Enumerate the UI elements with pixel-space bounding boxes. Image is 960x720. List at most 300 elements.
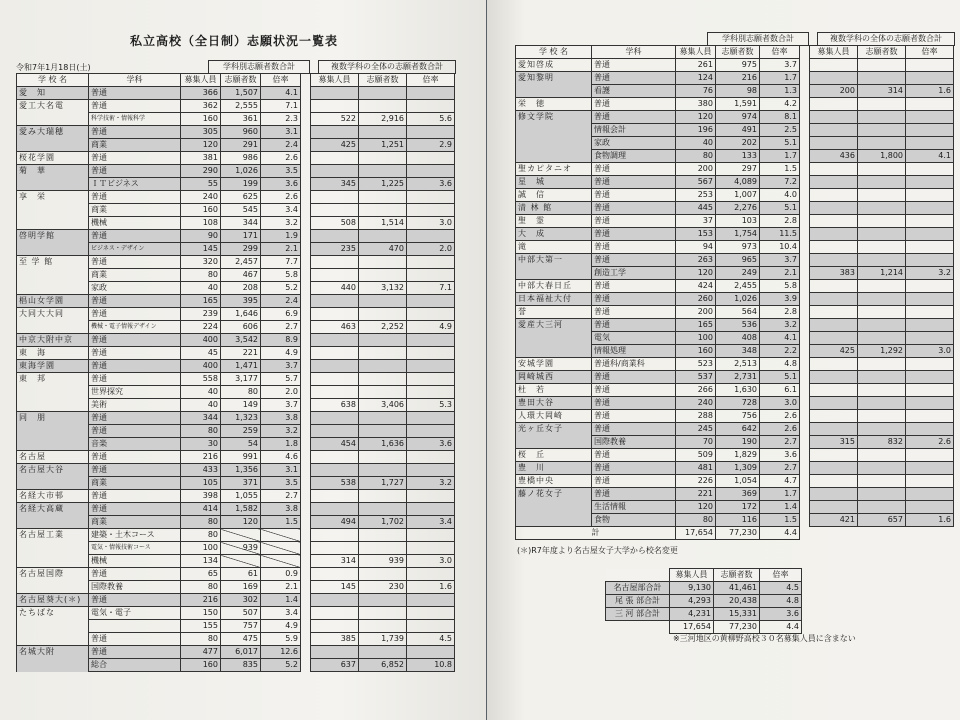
course-cell: 美術 xyxy=(89,399,181,412)
combined-capacity-cell xyxy=(311,165,359,178)
capacity-cell: 558 xyxy=(181,373,221,386)
school-cell: 愛 知 xyxy=(17,87,89,100)
combined-applicants-cell xyxy=(858,176,906,189)
gap-cell xyxy=(800,267,810,280)
combined-applicants-cell xyxy=(858,254,906,267)
gap-cell xyxy=(800,98,810,111)
gap-cell xyxy=(800,280,810,293)
combined-capacity-cell xyxy=(810,189,858,202)
applicants-cell: 2,555 xyxy=(221,100,261,113)
header-ratio: 倍率 xyxy=(261,74,301,87)
capacity-cell: 124 xyxy=(676,72,716,85)
school-cell xyxy=(516,137,592,150)
left-applications-table xyxy=(16,73,455,672)
applicants-cell: 4,089 xyxy=(716,176,760,189)
combined-ratio-cell xyxy=(407,269,455,282)
combined-applicants-cell xyxy=(858,449,906,462)
combined-capacity-cell xyxy=(311,412,359,425)
combined-capacity-cell: 637 xyxy=(311,659,359,672)
combined-capacity-cell xyxy=(311,269,359,282)
course-cell: 機械 xyxy=(89,555,181,568)
gap-cell xyxy=(301,74,311,87)
gap-cell xyxy=(800,423,810,436)
header-course: 学科 xyxy=(592,46,676,59)
combined-applicants-cell xyxy=(359,295,407,308)
gap-cell xyxy=(800,163,810,176)
capacity-cell: 160 xyxy=(181,113,221,126)
combined-ratio-cell xyxy=(906,358,954,371)
applicants-cell: 2,455 xyxy=(716,280,760,293)
table-row xyxy=(17,334,455,347)
school-cell: 誉 xyxy=(516,306,592,319)
course-cell: 普通 xyxy=(592,488,676,501)
combined-capacity-cell xyxy=(311,308,359,321)
summary-capacity-cell: 9,130 xyxy=(670,582,714,595)
gap-cell xyxy=(301,295,311,308)
school-cell: 名古屋葵大(＊) xyxy=(17,594,89,607)
table-row xyxy=(17,425,455,438)
table-row xyxy=(17,529,455,542)
course-cell: 普通 xyxy=(89,165,181,178)
school-cell xyxy=(17,243,89,256)
course-cell: 普通 xyxy=(592,254,676,267)
applicants-cell: 302 xyxy=(221,594,261,607)
combined-applicants-cell xyxy=(359,191,407,204)
capacity-cell: 477 xyxy=(181,646,221,659)
combined-capacity-cell xyxy=(311,451,359,464)
ratio-cell: 8.9 xyxy=(261,334,301,347)
applicants-cell: 202 xyxy=(716,137,760,150)
ratio-cell: 2.6 xyxy=(261,191,301,204)
table-row xyxy=(17,204,455,217)
gap-cell xyxy=(800,410,810,423)
ratio-cell: 2.2 xyxy=(760,345,800,358)
school-cell xyxy=(17,217,89,230)
capacity-cell: 523 xyxy=(676,358,716,371)
combined-ratio-cell xyxy=(407,490,455,503)
header-capacity: 募集人員 xyxy=(181,74,221,87)
school-cell: 安城学園 xyxy=(516,358,592,371)
combined-capacity-cell: 638 xyxy=(311,399,359,412)
table-row xyxy=(17,165,455,178)
capacity-cell: 40 xyxy=(181,282,221,295)
course-cell: 普通 xyxy=(89,334,181,347)
ratio-cell: 2.6 xyxy=(261,152,301,165)
applicants-cell: 169 xyxy=(221,581,261,594)
course-cell: ＩＴビジネス xyxy=(89,178,181,191)
ratio-cell: 7.7 xyxy=(261,256,301,269)
table-row xyxy=(17,438,455,451)
course-cell: 商業 xyxy=(89,516,181,529)
combined-ratio-cell xyxy=(407,620,455,633)
applicants-cell: 120 xyxy=(221,516,261,529)
combined-capacity-cell: 440 xyxy=(311,282,359,295)
combined-applicants-cell xyxy=(858,124,906,137)
capacity-cell: 245 xyxy=(676,423,716,436)
table-row xyxy=(516,85,954,98)
applicants-cell: 291 xyxy=(221,139,261,152)
combined-applicants-cell xyxy=(359,451,407,464)
combined-ratio-cell xyxy=(407,542,455,555)
table-row xyxy=(516,228,954,241)
combined-ratio-cell xyxy=(906,59,954,72)
combined-ratio-cell xyxy=(906,293,954,306)
header-combined-applicants: 志願者数 xyxy=(359,74,407,87)
combined-capacity-cell xyxy=(311,373,359,386)
combined-ratio-cell xyxy=(407,594,455,607)
group-header-combined-totals-right: 複数学科の全体の志願者数合計 xyxy=(817,32,955,46)
ratio-cell: 6.1 xyxy=(760,384,800,397)
combined-ratio-cell: 1.6 xyxy=(407,581,455,594)
gap-cell xyxy=(301,152,311,165)
school-cell xyxy=(516,501,592,514)
table-row xyxy=(516,163,954,176)
course-cell: 情報会計 xyxy=(592,124,676,137)
combined-capacity-cell xyxy=(810,124,858,137)
school-cell: 中京大附中京 xyxy=(17,334,89,347)
ratio-cell: 3.4 xyxy=(261,204,301,217)
applicants-cell: 259 xyxy=(221,425,261,438)
gap-cell xyxy=(301,308,311,321)
table-row xyxy=(17,503,455,516)
school-cell: 啓明学館 xyxy=(17,230,89,243)
capacity-cell: 80 xyxy=(676,514,716,527)
combined-capacity-cell: 421 xyxy=(810,514,858,527)
ratio-cell: 2.1 xyxy=(261,243,301,256)
table-row xyxy=(516,59,954,72)
capacity-cell: 414 xyxy=(181,503,221,516)
ratio-cell: 4.0 xyxy=(760,189,800,202)
combined-capacity-cell xyxy=(810,332,858,345)
course-cell: 普通科/商業科 xyxy=(592,358,676,371)
combined-capacity-cell: 385 xyxy=(311,633,359,646)
combined-ratio-cell xyxy=(407,256,455,269)
school-cell: 修文学院 xyxy=(516,111,592,124)
combined-capacity-cell xyxy=(311,425,359,438)
applicants-cell: 149 xyxy=(221,399,261,412)
table-row xyxy=(17,178,455,191)
course-cell: 普通 xyxy=(592,410,676,423)
summary-label-cell: 名古屋部合計 xyxy=(606,582,670,595)
course-cell: 音楽 xyxy=(89,438,181,451)
course-cell: 情報処理 xyxy=(592,345,676,358)
capacity-cell: 40 xyxy=(181,386,221,399)
capacity-cell: 288 xyxy=(676,410,716,423)
ratio-cell: 1.5 xyxy=(760,163,800,176)
combined-ratio-cell xyxy=(407,412,455,425)
course-cell: 創造工学 xyxy=(592,267,676,280)
table-row xyxy=(516,371,954,384)
combined-ratio-cell: 1.6 xyxy=(906,514,954,527)
gap-cell xyxy=(301,529,311,542)
ratio-cell: 1.4 xyxy=(261,594,301,607)
school-cell: たちばな xyxy=(17,607,89,620)
combined-capacity-cell xyxy=(810,371,858,384)
ratio-cell: 3.9 xyxy=(760,293,800,306)
combined-applicants-cell: 2,916 xyxy=(359,113,407,126)
table-row xyxy=(17,386,455,399)
ratio-cell: 7.2 xyxy=(760,176,800,189)
gap-cell xyxy=(301,633,311,646)
course-cell: 普通 xyxy=(592,397,676,410)
combined-capacity-cell xyxy=(810,254,858,267)
table-row xyxy=(17,451,455,464)
gap-cell xyxy=(800,215,810,228)
combined-ratio-cell xyxy=(407,360,455,373)
applicants-cell: 965 xyxy=(716,254,760,267)
course-cell: 普通 xyxy=(592,215,676,228)
applicants-cell: 1,055 xyxy=(221,490,261,503)
ratio-cell: 2.7 xyxy=(261,321,301,334)
combined-ratio-cell: 3.2 xyxy=(906,267,954,280)
ratio-cell: 4.1 xyxy=(760,332,800,345)
ratio-cell: 5.2 xyxy=(261,659,301,672)
applicants-cell: 221 xyxy=(221,347,261,360)
course-cell xyxy=(89,620,181,633)
ratio-cell: 3.5 xyxy=(261,165,301,178)
ratio-cell: 3.2 xyxy=(261,217,301,230)
combined-ratio-cell: 3.2 xyxy=(407,477,455,490)
applicants-cell: 172 xyxy=(716,501,760,514)
ratio-cell: 3.1 xyxy=(261,126,301,139)
applicants-cell: 757 xyxy=(221,620,261,633)
table-row xyxy=(17,87,455,100)
ratio-cell: 5.8 xyxy=(261,269,301,282)
combined-applicants-cell: 3,406 xyxy=(359,399,407,412)
school-cell xyxy=(17,386,89,399)
capacity-cell: 165 xyxy=(181,295,221,308)
course-cell: 普通 xyxy=(592,111,676,124)
course-cell: 家政 xyxy=(592,137,676,150)
combined-ratio-cell xyxy=(906,111,954,124)
combined-ratio-cell xyxy=(407,503,455,516)
combined-capacity-cell xyxy=(311,191,359,204)
course-cell: 普通 xyxy=(89,100,181,113)
combined-applicants-cell xyxy=(359,373,407,386)
applicants-cell: 299 xyxy=(221,243,261,256)
combined-capacity-cell: 235 xyxy=(311,243,359,256)
course-cell: 普通 xyxy=(592,163,676,176)
combined-capacity-cell xyxy=(810,228,858,241)
capacity-cell: 80 xyxy=(181,425,221,438)
course-cell: 普通 xyxy=(89,568,181,581)
header-applicants: 志願者数 xyxy=(221,74,261,87)
applicants-cell: 756 xyxy=(716,410,760,423)
school-cell: 豊橋中央 xyxy=(516,475,592,488)
capacity-cell: 305 xyxy=(181,126,221,139)
combined-ratio-cell xyxy=(407,568,455,581)
table-row xyxy=(17,490,455,503)
combined-capacity-cell xyxy=(810,280,858,293)
summary-row xyxy=(606,595,802,608)
school-cell: 藤ノ花女子 xyxy=(516,488,592,501)
applicants-cell: 507 xyxy=(221,607,261,620)
header-school: 学 校 名 xyxy=(516,46,592,59)
table-row xyxy=(17,594,455,607)
capacity-cell: 261 xyxy=(676,59,716,72)
course-cell: 電気・電子 xyxy=(89,607,181,620)
combined-ratio-cell: 3.4 xyxy=(407,516,455,529)
school-cell: 滝 xyxy=(516,241,592,254)
combined-ratio-cell xyxy=(906,228,954,241)
combined-capacity-cell xyxy=(810,501,858,514)
combined-applicants-cell xyxy=(858,228,906,241)
combined-ratio-cell xyxy=(906,124,954,137)
gap-cell xyxy=(301,607,311,620)
gap-cell xyxy=(800,111,810,124)
combined-applicants-cell xyxy=(359,165,407,178)
gap-cell xyxy=(800,501,810,514)
ratio-cell: 3.7 xyxy=(261,360,301,373)
gap-cell xyxy=(301,113,311,126)
course-cell: 普通 xyxy=(592,306,676,319)
course-cell: 普通 xyxy=(89,464,181,477)
course-cell: 普通 xyxy=(89,503,181,516)
capacity-cell: 221 xyxy=(676,488,716,501)
ratio-cell: 2.0 xyxy=(261,386,301,399)
course-cell: 普通 xyxy=(89,360,181,373)
combined-capacity-cell xyxy=(311,152,359,165)
course-cell: 普通 xyxy=(89,412,181,425)
combined-applicants-cell xyxy=(359,529,407,542)
date-label: 令和7年1月18日(土) xyxy=(16,63,91,72)
table-row xyxy=(17,321,455,334)
applicants-cell: 960 xyxy=(221,126,261,139)
capacity-cell: 70 xyxy=(676,436,716,449)
school-cell: 愛知黎明 xyxy=(516,72,592,85)
course-cell: 普通 xyxy=(89,373,181,386)
applicants-cell: 991 xyxy=(221,451,261,464)
applicants-cell: 1,630 xyxy=(716,384,760,397)
combined-applicants-cell xyxy=(858,306,906,319)
capacity-cell: 45 xyxy=(181,347,221,360)
course-cell: 普通 xyxy=(592,98,676,111)
combined-applicants-cell: 6,852 xyxy=(359,659,407,672)
ratio-cell: 5.1 xyxy=(760,371,800,384)
table-row xyxy=(516,514,954,527)
school-cell xyxy=(17,178,89,191)
ratio-cell: 3.8 xyxy=(261,503,301,516)
school-cell: 名古屋大谷 xyxy=(17,464,89,477)
applicants-cell: 2,513 xyxy=(716,358,760,371)
course-cell: 科学技術・情報科学 xyxy=(89,113,181,126)
combined-applicants-cell xyxy=(359,334,407,347)
summary-ratio-cell: 4.8 xyxy=(760,595,802,608)
table-row xyxy=(516,345,954,358)
applicants-cell: 98 xyxy=(716,85,760,98)
combined-ratio-cell xyxy=(407,646,455,659)
school-cell xyxy=(17,321,89,334)
header-course: 学科 xyxy=(89,74,181,87)
empty-cell xyxy=(858,527,906,540)
table-row xyxy=(17,633,455,646)
school-cell: 光ヶ丘女子 xyxy=(516,423,592,436)
school-cell xyxy=(17,204,89,217)
capacity-cell: 80 xyxy=(181,581,221,594)
applicants-cell xyxy=(221,529,261,542)
school-cell: 清 林 館 xyxy=(516,202,592,215)
applicants-cell: 361 xyxy=(221,113,261,126)
school-cell xyxy=(17,269,89,282)
combined-ratio-cell xyxy=(906,215,954,228)
capacity-cell: 398 xyxy=(181,490,221,503)
school-cell xyxy=(17,425,89,438)
school-cell: 名経大市邨 xyxy=(17,490,89,503)
combined-applicants-cell xyxy=(858,280,906,293)
table-row xyxy=(17,243,455,256)
applicants-cell: 116 xyxy=(716,514,760,527)
school-cell xyxy=(516,267,592,280)
ratio-cell: 5.9 xyxy=(261,633,301,646)
combined-capacity-cell xyxy=(311,646,359,659)
table-row xyxy=(17,256,455,269)
summary-label-cell: 尾 張 部合計 xyxy=(606,595,670,608)
combined-capacity-cell: 494 xyxy=(311,516,359,529)
course-cell: 商業 xyxy=(89,477,181,490)
course-cell: 機械 xyxy=(89,217,181,230)
table-row xyxy=(516,293,954,306)
school-cell xyxy=(17,282,89,295)
combined-applicants-cell: 470 xyxy=(359,243,407,256)
combined-ratio-cell xyxy=(407,451,455,464)
applicants-cell xyxy=(221,555,261,568)
total-row xyxy=(516,527,954,540)
combined-applicants-cell xyxy=(858,501,906,514)
combined-ratio-cell xyxy=(407,425,455,438)
table-row xyxy=(516,267,954,280)
summary-table xyxy=(605,568,802,634)
capacity-cell: 290 xyxy=(181,165,221,178)
combined-ratio-cell xyxy=(407,334,455,347)
combined-applicants-cell xyxy=(359,360,407,373)
combined-capacity-cell xyxy=(810,306,858,319)
school-cell: 大同大大同 xyxy=(17,308,89,321)
school-cell: 豊 川 xyxy=(516,462,592,475)
combined-applicants-cell xyxy=(858,189,906,202)
combined-ratio-cell xyxy=(407,347,455,360)
empty-cell xyxy=(606,621,670,634)
combined-capacity-cell xyxy=(810,397,858,410)
applicants-cell: 80 xyxy=(221,386,261,399)
header-ratio: 倍率 xyxy=(760,46,800,59)
combined-capacity-cell xyxy=(311,334,359,347)
gap-cell xyxy=(301,165,311,178)
header-combined-ratio: 倍率 xyxy=(906,46,954,59)
gap-cell xyxy=(800,202,810,215)
school-cell: 桜花学園 xyxy=(17,152,89,165)
applicants-cell: 133 xyxy=(716,150,760,163)
applicants-cell: 728 xyxy=(716,397,760,410)
page-title: 私立高校（全日制）志願状況一覧表 xyxy=(130,34,339,48)
school-cell xyxy=(516,345,592,358)
gap-cell xyxy=(301,191,311,204)
ratio-cell: 2.7 xyxy=(760,436,800,449)
gap-cell xyxy=(301,620,311,633)
course-cell: 普通 xyxy=(89,87,181,100)
header-combined-capacity: 募集人員 xyxy=(311,74,359,87)
combined-applicants-cell: 230 xyxy=(359,581,407,594)
combined-capacity-cell xyxy=(810,202,858,215)
summary-header-row xyxy=(606,569,802,582)
capacity-cell: 165 xyxy=(676,319,716,332)
combined-ratio-cell xyxy=(407,607,455,620)
capacity-cell: 200 xyxy=(676,163,716,176)
course-cell: 普通 xyxy=(592,72,676,85)
gap-cell xyxy=(800,176,810,189)
capacity-cell: 266 xyxy=(676,384,716,397)
ratio-cell: 3.5 xyxy=(261,477,301,490)
ratio-cell: 2.7 xyxy=(261,490,301,503)
